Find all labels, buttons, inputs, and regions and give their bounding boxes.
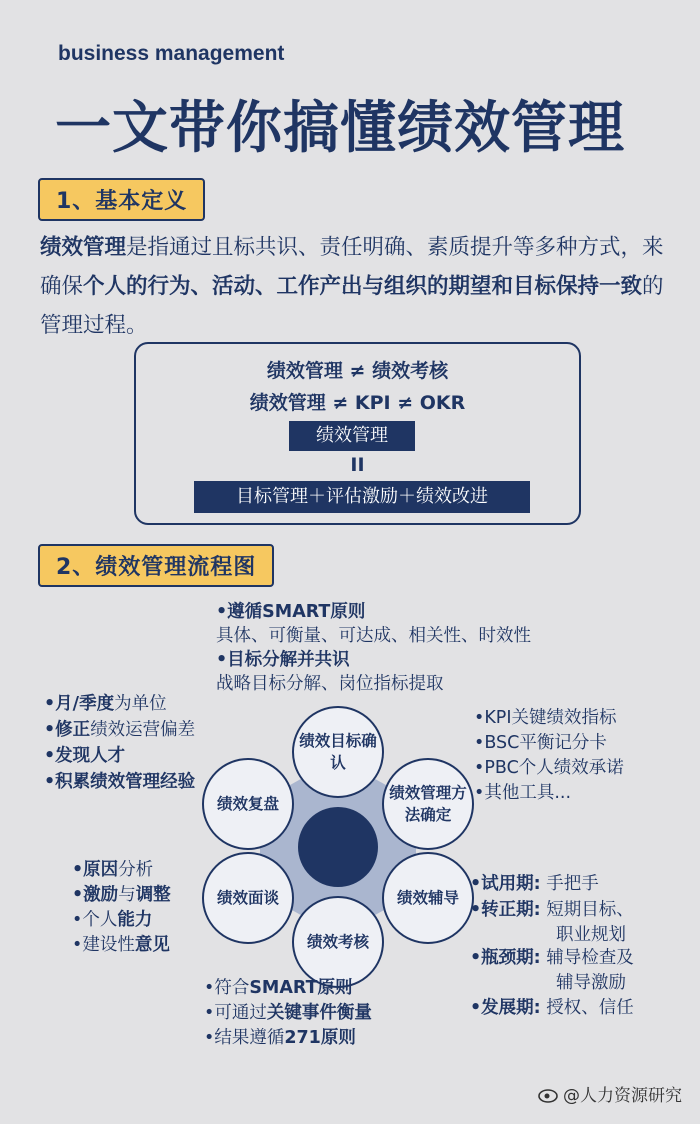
left-upper-note-4 [44, 770, 195, 795]
formula-pill-1: 绩效管理 [289, 421, 415, 451]
formula-pill-2: 目标管理＋评估激励＋绩效改进 [194, 481, 530, 513]
definition-text-1: 是指通过且标共识、责任明确、素质提升等多种方式，来确保 [40, 235, 664, 299]
top-note-1-title: •遵循SMART原则 [216, 602, 366, 622]
right-upper-note-2: •BSC平衡记分卡 [474, 733, 607, 753]
right-lower-note-4 [470, 996, 634, 1021]
phase-regular-value-2: 职业规划 [556, 925, 626, 945]
left-lower-note-1-rest: 分析 [118, 860, 154, 880]
section2-tag: 2、绩效管理流程图 [38, 544, 274, 587]
formula-line-2: 绩效管理 ≠ KPI ≠ OKR [249, 392, 466, 414]
left-upper-note-1 [44, 692, 167, 717]
formula-line-1: 绩效管理 ≠ 绩效考核 [266, 360, 449, 382]
node-review: 绩效复盘 [202, 758, 294, 850]
node-goal-confirm: 绩效目标确认 [292, 706, 384, 798]
weibo-icon [537, 1085, 559, 1103]
left-lower-note-2-mid: 与 [118, 885, 136, 905]
bottom-note-3 [204, 1026, 356, 1051]
phase-bottleneck-value-2: 辅导激励 [556, 973, 626, 993]
left-lower-note-4-bold: 意见 [134, 935, 170, 955]
left-upper-note-2 [44, 718, 195, 743]
left-upper-note-1-rest: 为单位 [114, 694, 167, 714]
watermark [537, 1081, 682, 1106]
page-title: 一文带你搞懂绩效管理 [55, 96, 625, 161]
left-lower-note-4-pre: •建设性 [72, 935, 135, 955]
definition-text-2: 的管理过程。 [40, 274, 664, 338]
phase-regular-value-1: 短期目标、 [546, 900, 634, 920]
definition-term: 绩效管理 [40, 235, 127, 260]
top-note-2 [216, 648, 350, 673]
left-upper-note-4-bold: •积累绩效管理经验 [44, 772, 196, 792]
left-upper-note-2-bold: •修正 [44, 720, 91, 740]
top-note-1-sub: 具体、可衡量、可达成、相关性、时效性 [216, 626, 531, 646]
top-note-1 [216, 600, 365, 625]
left-lower-note-4 [72, 933, 170, 958]
left-lower-note-3 [72, 908, 152, 933]
left-lower-note-3-pre: •个人 [72, 910, 118, 930]
phase-growth-label: •发展期: [470, 998, 541, 1018]
section1-tag: 1、基本定义 [38, 178, 205, 221]
right-lower-note-3 [470, 946, 634, 971]
phase-regular-label: •转正期: [470, 900, 541, 920]
node-interview: 绩效面谈 [202, 852, 294, 944]
center-circle [298, 807, 378, 887]
phase-growth-value: 授权、信任 [546, 998, 634, 1018]
node-assessment: 绩效考核 [292, 896, 384, 988]
right-upper-note-3: •PBC个人绩效承诺 [474, 758, 624, 778]
bottom-note-3-pre: •结果遵循 [204, 1028, 285, 1048]
phase-probation-label: •试用期: [470, 874, 541, 894]
left-upper-note-2-rest: 绩效运营偏差 [90, 720, 196, 740]
right-lower-note-1 [470, 872, 599, 897]
top-note-2-title: •目标分解并共识 [216, 650, 350, 670]
left-lower-note-2-bold2: 调整 [135, 885, 171, 905]
definition-emphasis: 个人的行为、活动、工作产出与组织的期望和目标保持一致 [83, 274, 643, 299]
formula-equals: II [350, 454, 365, 476]
eyebrow-text: business management [58, 42, 285, 65]
phase-bottleneck-label: •瓶颈期: [470, 948, 541, 968]
left-lower-note-2 [72, 883, 171, 908]
right-upper-note-4: •其他工具... [474, 783, 572, 803]
left-upper-note-3-bold: •发现人才 [44, 746, 126, 766]
bottom-note-1-bold: SMART原则 [249, 978, 353, 998]
right-upper-note-1: •KPI关键绩效指标 [474, 708, 617, 728]
top-note-2-sub: 战略目标分解、岗位指标提取 [216, 674, 444, 694]
node-method-define: 绩效管理方法确定 [382, 758, 474, 850]
phase-probation-value: 手把手 [546, 874, 599, 894]
bottom-note-2-bold: 关键事件衡量 [266, 1003, 372, 1023]
node-coaching: 绩效辅导 [382, 852, 474, 944]
right-lower-note-2 [470, 898, 634, 923]
left-lower-note-3-bold: 能力 [117, 910, 153, 930]
left-upper-note-1-bold: •月/季度 [44, 694, 115, 714]
bottom-note-2-pre: •可通过 [204, 1003, 267, 1023]
bottom-note-2 [204, 1001, 372, 1026]
bottom-note-1 [204, 976, 353, 1001]
left-lower-note-1-bold: •原因 [72, 860, 119, 880]
left-lower-note-1 [72, 858, 153, 883]
bottom-note-1-pre: •符合 [204, 978, 250, 998]
left-upper-note-3 [44, 744, 125, 769]
left-lower-note-2-bold: •激励 [72, 885, 119, 905]
phase-bottleneck-value-1: 辅导检查及 [546, 948, 634, 968]
watermark-text: @人力资源研究 [563, 1086, 682, 1106]
bottom-note-3-bold: 271原则 [284, 1028, 356, 1048]
